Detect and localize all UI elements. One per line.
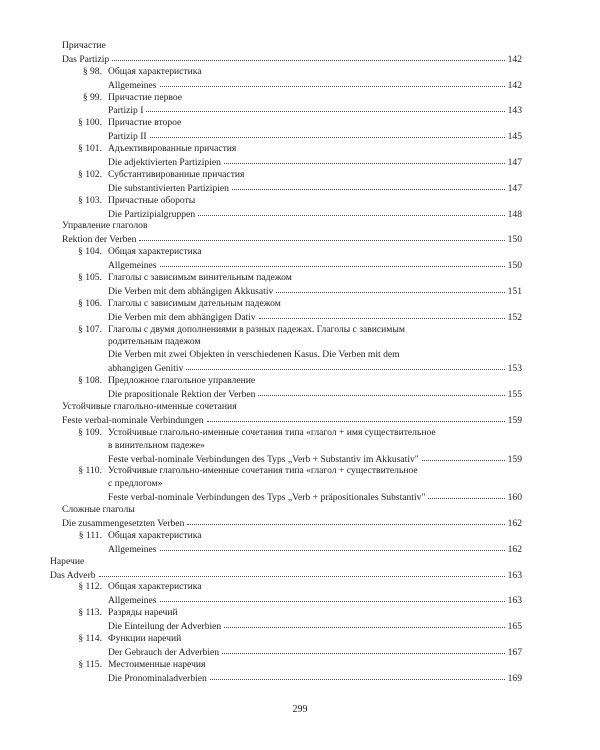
toc-section-heading bbox=[50, 427, 522, 440]
section-number: § 109. bbox=[78, 426, 102, 438]
toc-entry-with-page bbox=[50, 517, 522, 530]
section-title: Предложное глагольное управление bbox=[108, 375, 256, 387]
section-title: Местоименные наречия bbox=[108, 658, 206, 670]
section-title: Глаголы с зависимым винительным падежом bbox=[108, 272, 292, 284]
section-number: § 101. bbox=[78, 143, 102, 155]
toc-page-number: 160 bbox=[507, 492, 522, 504]
section-number: § 112. bbox=[78, 581, 102, 593]
toc-section-heading bbox=[50, 324, 522, 337]
leader-dots bbox=[186, 361, 504, 370]
section-number: § 103. bbox=[78, 194, 102, 206]
toc-entry-text: Der Gebrauch der Adverbien bbox=[108, 646, 220, 658]
section-title: Глаголы с зависимым дательным падежом bbox=[108, 297, 281, 309]
toc-page-number: 147 bbox=[507, 182, 522, 194]
section-number: § 113. bbox=[78, 607, 102, 619]
leader-dots bbox=[422, 452, 505, 461]
leader-dots bbox=[258, 387, 504, 396]
leader-dots bbox=[139, 232, 504, 241]
leader-dots bbox=[210, 671, 505, 680]
toc-entry-text: Das Adverb bbox=[50, 569, 96, 581]
toc-entry-with-page bbox=[50, 543, 522, 556]
toc-entry-text: Partizip II bbox=[108, 131, 147, 143]
toc-entry-text: Die Einteilung der Adverbien bbox=[108, 621, 222, 633]
toc-entry-text: Die Partizipialgruppen bbox=[108, 208, 196, 220]
section-title: Причастные обороты bbox=[108, 194, 196, 206]
toc-entry-text: abhangigen Genitiv bbox=[108, 363, 184, 375]
section-title: Функции наречий bbox=[108, 632, 182, 644]
section-number: § 100. bbox=[78, 117, 102, 129]
leader-dots bbox=[428, 490, 504, 499]
toc-line-text: с предлогом» bbox=[108, 478, 163, 490]
toc-line-text: родительным падежом bbox=[108, 336, 201, 348]
toc-line-text: Устойчивые глагольно-именные сочетания bbox=[62, 400, 237, 412]
toc-page-number: 159 bbox=[507, 414, 522, 426]
toc-entry-text: Die zusammengesetzten Verben bbox=[62, 517, 185, 529]
toc-page-number: 162 bbox=[507, 543, 522, 555]
toc-entry-with-page bbox=[50, 491, 522, 504]
toc-entry-with-page bbox=[50, 208, 522, 221]
section-title: Общая характеристика bbox=[108, 581, 202, 593]
leader-dots bbox=[276, 284, 504, 293]
section-title: Общая характеристика bbox=[108, 246, 202, 258]
section-number: § 98. bbox=[82, 65, 102, 77]
toc-entry-text: Die Pronominaladverbien bbox=[108, 672, 207, 684]
section-number: § 104. bbox=[78, 246, 102, 258]
section-title: Общая характеристика bbox=[108, 529, 202, 541]
leader-dots bbox=[160, 258, 505, 267]
toc-line-text: Сложные глаголы bbox=[62, 504, 135, 516]
leader-dots bbox=[160, 78, 505, 87]
toc-entry-text: Allgemeines bbox=[108, 79, 157, 91]
toc-page-number: 148 bbox=[507, 208, 522, 220]
leader-dots bbox=[198, 207, 504, 216]
toc-page-number: 155 bbox=[507, 389, 522, 401]
toc-line-text: Управление глаголов bbox=[62, 220, 148, 232]
section-title: Устойчивые глагольно-именные сочетания типа «глагол + имя существительное bbox=[108, 426, 436, 438]
toc-entry-text: Feste verbal-nominale Verbindungen des Typs „Verb + präpositionales Substantiv" bbox=[108, 492, 426, 504]
section-number: § 110. bbox=[78, 465, 102, 477]
toc-entry-with-page bbox=[50, 130, 522, 143]
toc-page-number: 150 bbox=[507, 234, 522, 246]
section-number: § 111. bbox=[78, 529, 102, 541]
leader-dots bbox=[207, 413, 505, 422]
toc-line-text: Наречие bbox=[50, 555, 85, 567]
toc-page-number: 151 bbox=[507, 285, 522, 297]
toc-entry-with-page bbox=[50, 233, 522, 246]
toc-entry-text: Partizip I bbox=[108, 105, 144, 117]
toc-entry-with-page bbox=[50, 672, 522, 685]
toc-line-text: Причастие bbox=[62, 40, 106, 51]
leader-dots bbox=[224, 155, 505, 164]
section-title: Разряды наречий bbox=[108, 607, 178, 619]
toc-entry-with-page bbox=[50, 53, 522, 66]
toc-page-number: 142 bbox=[507, 79, 522, 91]
leader-dots bbox=[224, 619, 504, 628]
toc-entry-with-page bbox=[50, 414, 522, 427]
table-of-contents bbox=[50, 40, 522, 685]
leader-dots bbox=[160, 593, 505, 602]
section-number: § 114. bbox=[78, 632, 102, 644]
toc-entry-with-page bbox=[50, 362, 522, 375]
toc-entry-with-page bbox=[50, 388, 522, 401]
toc-entry-with-page bbox=[50, 569, 522, 582]
toc-entry-with-page bbox=[50, 453, 522, 466]
leader-dots bbox=[259, 310, 505, 319]
toc-page-number: 159 bbox=[507, 453, 522, 465]
toc-page-number: 153 bbox=[507, 363, 522, 375]
toc-page-number: 143 bbox=[507, 105, 522, 117]
toc-entry-text: Die adjektivierten Partizipien bbox=[108, 157, 221, 169]
toc-entry-with-page bbox=[50, 594, 522, 607]
toc-entry-text: Die Verben mit dem abhängigen Dativ bbox=[108, 311, 256, 323]
toc-entry-text: Rektion der Verben bbox=[62, 234, 137, 246]
toc-page-number: 163 bbox=[507, 595, 522, 607]
toc-page-number: 163 bbox=[507, 569, 522, 581]
toc-entry-text: Die substantivierten Partizipien bbox=[108, 182, 229, 194]
toc-entry-text: Allgemeines bbox=[108, 260, 157, 272]
toc-page-number: 162 bbox=[507, 517, 522, 529]
toc-page-number: 145 bbox=[507, 131, 522, 143]
section-title: Общая характеристика bbox=[108, 65, 202, 77]
toc-entry-text: Allgemeines bbox=[108, 595, 157, 607]
section-number: § 99. bbox=[82, 91, 102, 103]
leader-dots bbox=[232, 181, 505, 190]
section-title: Адъективированные причастия bbox=[108, 143, 237, 155]
section-number: § 115. bbox=[78, 658, 102, 670]
section-title: Глаголы с двумя дополнениями в разных падежах. Глаголы с зависимым bbox=[108, 323, 405, 335]
toc-page-number: 142 bbox=[507, 53, 522, 65]
leader-dots bbox=[187, 516, 504, 525]
toc-entry-with-page bbox=[50, 285, 522, 298]
section-title: Субстантивированные причастия bbox=[108, 168, 245, 180]
leader-dots bbox=[146, 103, 504, 112]
toc-entry-text: Das Partizip bbox=[62, 53, 110, 65]
toc-page-number: 150 bbox=[507, 260, 522, 272]
section-title: Причастие первое bbox=[108, 91, 183, 103]
toc-entry-with-page bbox=[50, 259, 522, 272]
toc-page-number: 167 bbox=[507, 646, 522, 658]
toc-entry-text: Die Verben mit dem abhängigen Akkusativ bbox=[108, 285, 274, 297]
leader-dots bbox=[112, 52, 504, 61]
toc-line-text: Die Verben mit zwei Objekten in verschiedenen Kasus. Die Verben mit dem bbox=[108, 349, 400, 361]
toc-entry-with-page bbox=[50, 79, 522, 92]
section-number: § 106. bbox=[78, 297, 102, 309]
section-number: § 108. bbox=[78, 375, 102, 387]
toc-entry-text: Feste verbal-nominale Verbindungen bbox=[62, 414, 204, 426]
toc-entry-with-page bbox=[50, 156, 522, 169]
toc-entry-with-page bbox=[50, 104, 522, 117]
leader-dots bbox=[99, 568, 505, 577]
toc-page-number: 147 bbox=[507, 157, 522, 169]
toc-section-heading bbox=[50, 465, 522, 478]
leader-dots bbox=[160, 542, 505, 551]
section-title: Устойчивые глагольно-именные сочетания типа «глагол + существительное bbox=[108, 465, 418, 477]
section-title: Причастие второе bbox=[108, 117, 182, 129]
leader-dots bbox=[150, 129, 505, 138]
toc-entry-with-page bbox=[50, 311, 522, 324]
toc-line-text: в винительном падеже» bbox=[108, 439, 205, 451]
toc-entry-with-page bbox=[50, 182, 522, 195]
toc-entry-text: Allgemeines bbox=[108, 543, 157, 555]
leader-dots bbox=[222, 645, 505, 654]
toc-entry-text: Die prapositionale Rektion der Verben bbox=[108, 389, 256, 401]
toc-page-number: 165 bbox=[507, 621, 522, 633]
page-number: 299 bbox=[292, 704, 308, 715]
toc-continuation-line bbox=[50, 336, 522, 349]
toc-page-number: 169 bbox=[507, 672, 522, 684]
section-number: § 107. bbox=[78, 323, 102, 335]
section-number: § 102. bbox=[78, 168, 102, 180]
section-number: § 105. bbox=[78, 272, 102, 284]
toc-page-number: 152 bbox=[507, 311, 522, 323]
toc-entry-text: Feste verbal-nominale Verbindungen des Typs „Verb + Substantiv im Akkusativ" bbox=[108, 453, 419, 465]
toc-entry-with-page bbox=[50, 620, 522, 633]
toc-entry-with-page bbox=[50, 646, 522, 659]
